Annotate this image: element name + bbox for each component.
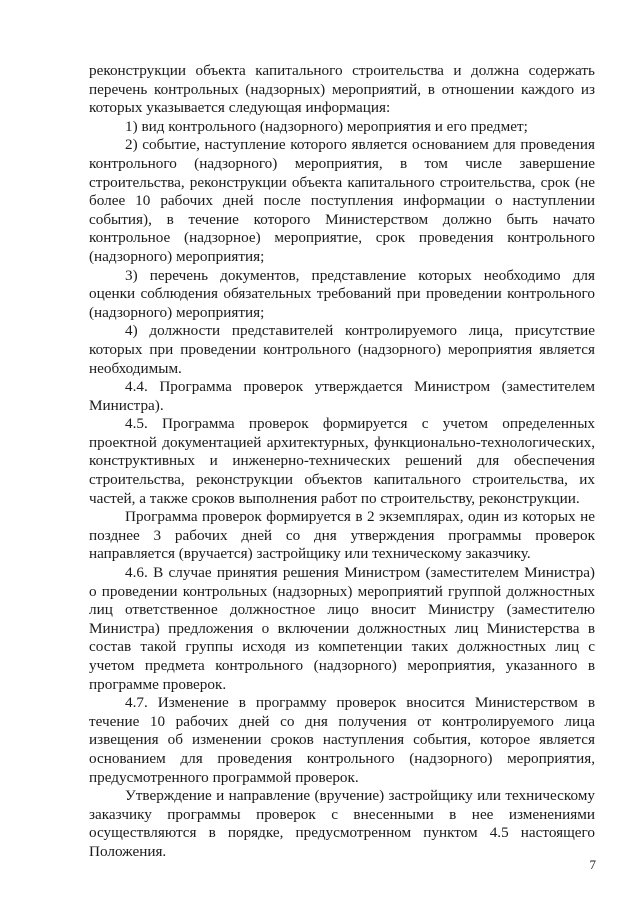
page-number: 7: [589, 857, 596, 872]
paragraph-4-7: 4.7. Изменение в программу проверок вносится Министерством в течение 10 рабочих дней со дня получения от контролируемого лица извещения об изменении сроков наступления события, которое является основанием для проведения контрольного (надзорного) мероприятия, предусмотренного программой проверок.: [89, 694, 595, 786]
paragraph-4-4: 4.4. Программа проверок утверждается Министром (заместителем Министра).: [89, 378, 595, 414]
body-text: [89, 62, 595, 862]
paragraph-4-5: 4.5. Программа проверок формируется с учетом определенных проектной документацией архитектурных, функционально-технологических, конструктивных и инженерно-технических решений для обеспечения строительства, реконструкции объектов капитального строительства, их частей, а также сроков выполнения работ по строительству, реконструкции.: [89, 415, 595, 507]
paragraph-item-3: 3) перечень документов, представление которых необходимо для оценки соблюдения обязательных требований при проведении контрольного (надзорного) мероприятия;: [89, 266, 595, 321]
paragraph-item-1: 1) вид контрольного (надзорного) мероприятия и его предмет;: [125, 117, 528, 135]
paragraph-4-6: 4.6. В случае принятия решения Министром (заместителем Министра) о проведении контрольных (надзорных) мероприятий группой должностных лиц ответственное должностное лицо вносит Министру (заместителю Министра) предложения о включении должностных лиц Министерства в состав такой группы исходя из компетенции таких должностных лиц с учетом предмета контрольного (надзорного) мероприятия, указанного в программе проверок.: [89, 564, 595, 693]
paragraph-4-5-copies: Программа проверок формируется в 2 экземплярах, один из которых не позднее 3 рабочих дней со дня утверждения программы проверок направляется (вручается) застройщику или техническому заказчику.: [89, 508, 595, 563]
paragraph-continuation: реконструкции объекта капитального строительства и должна содержать перечень контрольных (надзорных) мероприятий, в отношении каждого из которых указывается следующая информация:: [89, 62, 595, 117]
paragraph-4-7-approval: Утверждение и направление (вручение) застройщику или техническому заказчику программы проверок с внесенными в нее изменениями осуществляются в порядке, предусмотренном пунктом 4.5 настоящего Положения.: [89, 787, 595, 860]
paragraph-item-4: 4) должности представителей контролируемого лица, присутствие которых при проведении контрольного (надзорного) мероприятия является необходимым.: [89, 322, 595, 377]
paragraph-item-2: 2) событие, наступление которого является основанием для проведения контрольного (надзорного) мероприятия, в том числе завершение строительства, реконструкции объекта капитального строительства, срок (не более 10 рабочих дней после поступления информации о наступлении события), в течение которого Министерством должно быть начато контрольное (надзорное) мероприятие, срок проведения контрольного (надзорного) мероприятия;: [89, 136, 595, 265]
